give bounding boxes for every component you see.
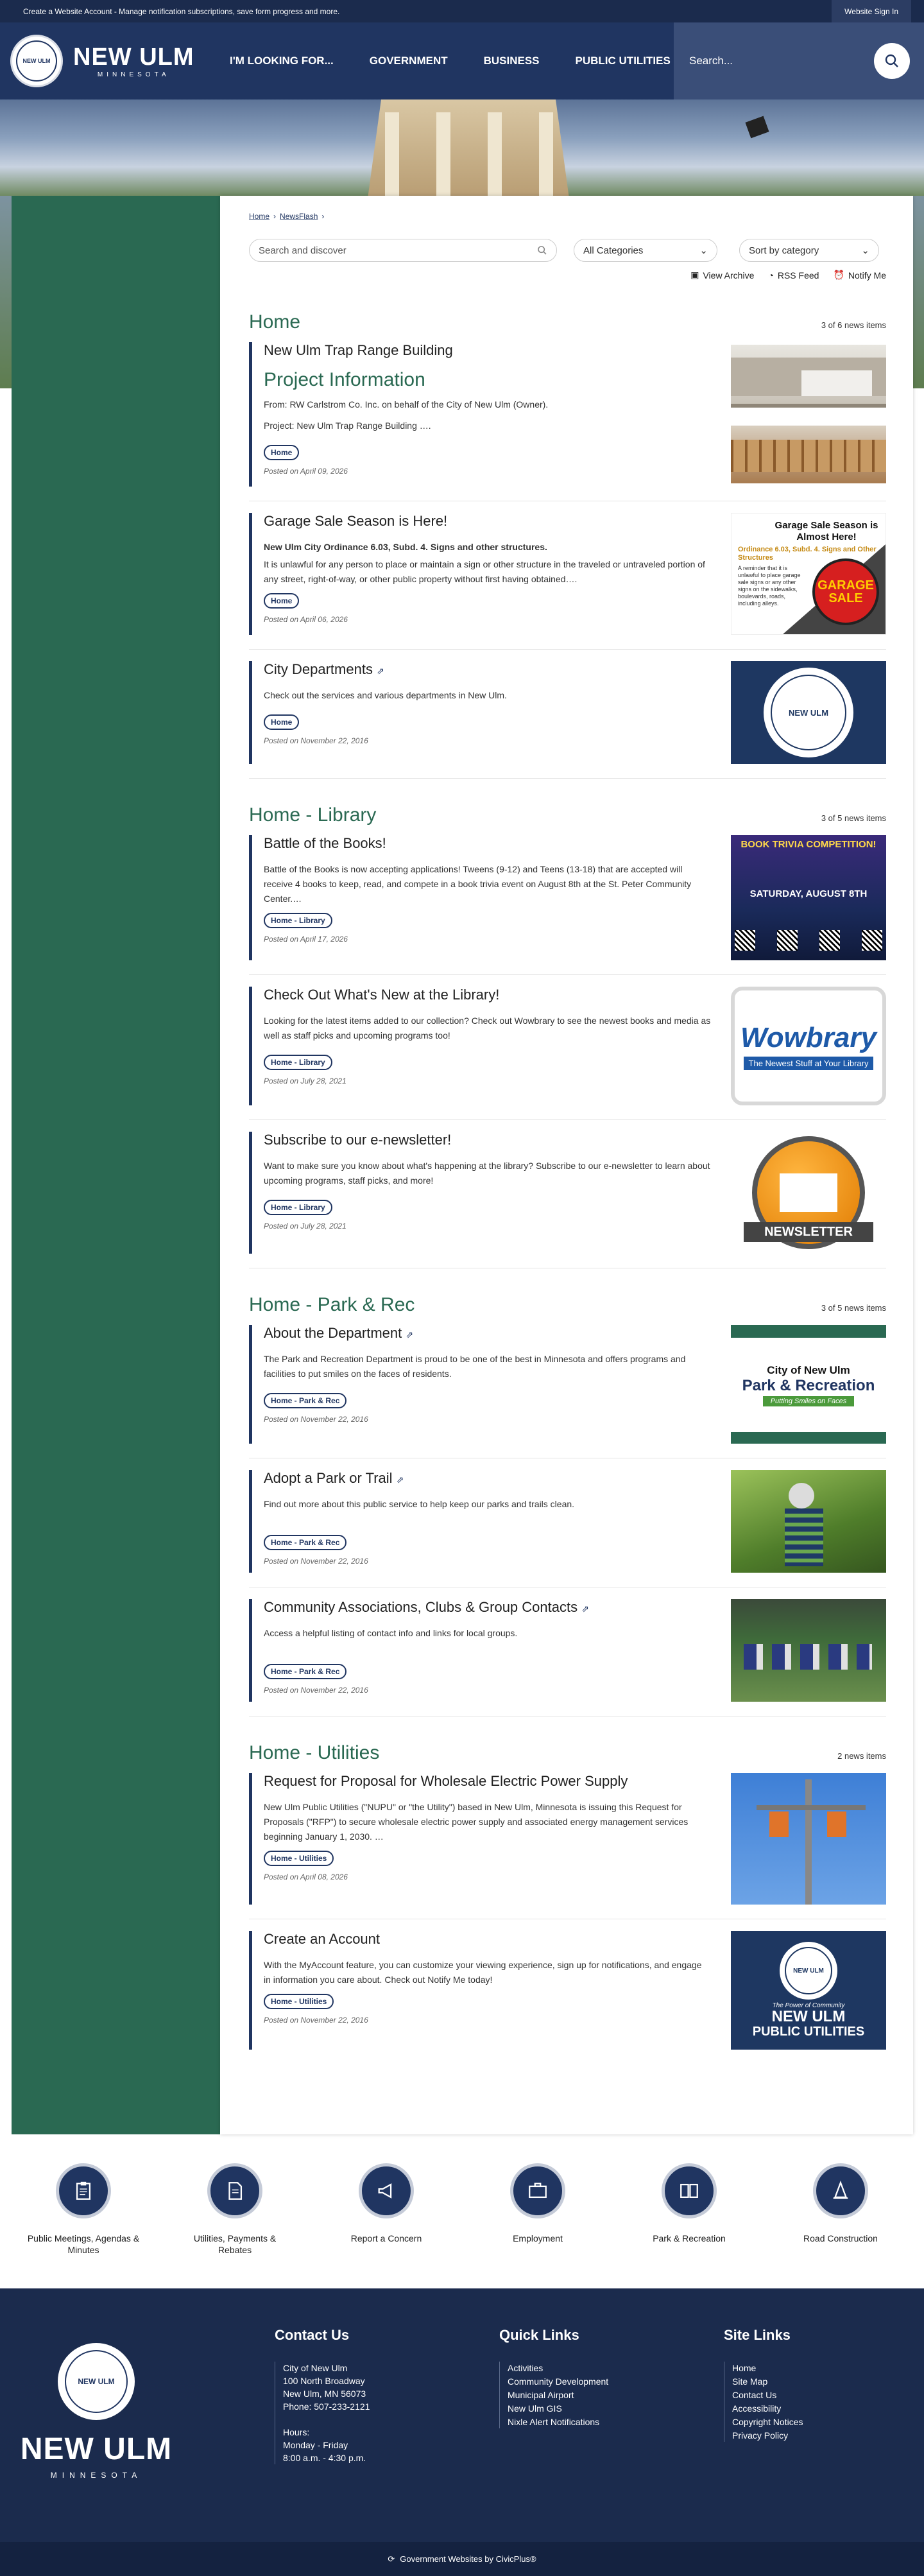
news-text: The Park and Recreation Department is proud to be one of the best in Minnesota and offers programs and facilities to put smiles on the faces of residents.	[264, 1354, 686, 1379]
news-text: With the MyAccount feature, you can customize your viewing experience, sign up for notifications, and engage in information you care about. Check out Notify Me today!	[264, 1960, 702, 1985]
lamp-image	[745, 116, 769, 139]
quick-link-label: Public Meetings, Agendas & Minutes	[27, 2233, 140, 2255]
quick-link-label: Road Construction	[803, 2233, 878, 2243]
wowbrary-tagline: The Newest Stuff at Your Library	[744, 1057, 874, 1070]
trivia-title: BOOK TRIVIA COMPETITION!	[740, 839, 877, 850]
quick-link-road[interactable]	[765, 2163, 916, 2285]
quick-link-concern[interactable]	[311, 2163, 462, 2285]
hours-line: 8:00 a.m. - 4:30 p.m.	[283, 2453, 366, 2463]
news-title[interactable]: Garage Sale Season is Here!	[264, 513, 448, 529]
clipboard-icon	[73, 2180, 94, 2202]
quick-link-employment[interactable]	[462, 2163, 613, 2285]
trivia-date: SATURDAY, AUGUST 8TH	[749, 888, 868, 899]
footer-logo[interactable]	[13, 2343, 180, 2480]
top-utility-bar	[0, 0, 924, 22]
news-item	[249, 1919, 886, 2064]
footer-link[interactable]: Nixle Alert Notifications	[508, 2417, 600, 2427]
quick-links-title: Quick Links	[499, 2327, 579, 2343]
main-content	[220, 196, 913, 2134]
sign-in-button[interactable]: Website Sign In	[832, 0, 911, 22]
chevron-down-icon: ⌄	[699, 245, 708, 256]
category-tag[interactable]: Home - Library	[264, 1055, 332, 1070]
breadcrumb-home[interactable]: Home	[249, 212, 270, 221]
quick-link-label: Report a Concern	[350, 2233, 422, 2243]
quick-link-park[interactable]	[613, 2163, 765, 2285]
megaphone-icon	[375, 2180, 397, 2202]
post-date: Posted on November 22, 2016	[264, 736, 368, 745]
book-icon	[678, 2180, 700, 2202]
notify-me-link[interactable]: ⏰ Notify Me	[833, 270, 886, 281]
hours-line: Monday - Friday	[283, 2440, 348, 2450]
park-city: City of New Ulm	[767, 1363, 850, 1376]
book-trivia-image[interactable]	[731, 835, 886, 960]
briefcase-icon	[527, 2180, 549, 2202]
news-item	[249, 501, 886, 650]
site-links-title: Site Links	[724, 2327, 791, 2343]
news-text: From: RW Carlstrom Co. Inc. on behalf of the City of New Ulm (Owner).	[264, 399, 549, 410]
footer-link[interactable]: Accessibility	[732, 2403, 782, 2414]
quick-links-bar	[0, 2163, 924, 2285]
section-library	[249, 804, 886, 826]
footer-link[interactable]: Site Map	[732, 2376, 768, 2387]
cone-icon	[830, 2180, 851, 2202]
news-filters	[249, 239, 886, 262]
powered-by-bar	[0, 2542, 924, 2576]
news-text: New Ulm Public Utilities ("NUPU" or "the Utility") based in New Ulm, Minnesota is issuing this Request for Proposals ("RFP") to secure wholesale electric power supply and associated energy management services beginning January 1, 2030. …	[264, 1802, 689, 1842]
category-tag[interactable]: Home - Park & Rec	[264, 1393, 346, 1408]
news-title[interactable]: Request for Proposal for Wholesale Electric Power Supply	[264, 1773, 628, 1789]
column-image	[385, 112, 399, 196]
site-footer	[0, 2288, 924, 2542]
section-title[interactable]: Home - Library	[249, 804, 377, 826]
contact-line: 100 North Broadway	[283, 2376, 365, 2386]
post-date: Posted on April 09, 2026	[264, 467, 348, 476]
trap-range-image[interactable]	[731, 342, 886, 487]
breadcrumb: Home › NewsFlash ›	[249, 212, 325, 221]
site-header	[0, 22, 924, 99]
logo-name: NEW ULM	[73, 43, 194, 71]
news-item	[249, 1316, 886, 1458]
news-title[interactable]: City Departments ⇗	[264, 661, 384, 677]
news-text: New Ulm City Ordinance 6.03, Subd. 4. Signs and other structures.	[264, 542, 547, 552]
footer-link[interactable]: Copyright Notices	[732, 2417, 803, 2427]
category-tag[interactable]: Home	[264, 445, 299, 460]
hero-banner	[0, 99, 924, 196]
footer-link[interactable]: Activities	[508, 2363, 543, 2373]
document-icon	[224, 2180, 246, 2202]
news-title[interactable]: Check Out What's New at the Library!	[264, 987, 500, 1003]
news-tools	[249, 270, 886, 281]
external-link-icon: ⇗	[581, 1604, 589, 1614]
quick-link-label: Utilities, Payments & Rebates	[193, 2233, 277, 2255]
post-date: Posted on November 22, 2016	[264, 1557, 368, 1566]
park-rec-logo-image[interactable]	[731, 1325, 886, 1444]
post-date: Posted on November 22, 2016	[264, 2016, 368, 2025]
site-search-input[interactable]: Search...	[689, 55, 733, 67]
post-date: Posted on April 06, 2026	[264, 615, 348, 624]
sort-select[interactable]: Sort by category ⌄	[739, 239, 879, 262]
news-item	[249, 1764, 886, 1919]
left-green-panel	[12, 196, 220, 2134]
quick-link-meetings[interactable]	[8, 2163, 159, 2285]
news-title[interactable]: Adopt a Park or Trail ⇗	[264, 1470, 404, 1486]
post-date: Posted on July 28, 2021	[264, 1076, 346, 1085]
contact-line: New Ulm, MN 56073	[283, 2389, 366, 2399]
external-link-icon: ⇗	[396, 1474, 404, 1485]
garage-title: Garage Sale Season is Almost Here!	[774, 520, 878, 542]
nav-looking-for[interactable]: I'M LOOKING FOR...	[230, 55, 334, 67]
news-title[interactable]: About the Department ⇗	[264, 1325, 414, 1341]
category-tag[interactable]: Home - Park & Rec	[264, 1664, 346, 1679]
category-tag[interactable]: Home - Library	[264, 913, 332, 928]
footer-link[interactable]: Municipal Airport	[508, 2390, 574, 2400]
category-tag[interactable]: Home - Utilities	[264, 1851, 334, 1866]
post-date: Posted on November 22, 2016	[264, 1686, 368, 1695]
news-text: Access a helpful listing of contact info and links for local groups.	[264, 1628, 518, 1638]
rss-icon: ◔	[768, 270, 774, 281]
section-title[interactable]: Home - Utilities	[249, 1742, 380, 1763]
external-link-icon: ⇗	[406, 1329, 414, 1340]
quick-links-column	[499, 2327, 608, 2429]
footer-link[interactable]: New Ulm GIS	[508, 2403, 562, 2414]
nav-public-utilities[interactable]: PUBLIC UTILITIES	[575, 55, 671, 67]
category-tag[interactable]: Home - Park & Rec	[264, 1535, 346, 1550]
contact-title: Contact Us	[275, 2327, 350, 2343]
category-tag[interactable]: Home	[264, 714, 299, 730]
newsletter-image[interactable]	[731, 1132, 886, 1254]
search-icon[interactable]	[537, 245, 547, 255]
news-item	[249, 333, 886, 501]
site-links-column	[724, 2327, 803, 2442]
external-link-icon: ⇗	[377, 666, 384, 676]
footer-link[interactable]: Contact Us	[732, 2390, 777, 2400]
archive-icon: ▣	[690, 270, 699, 280]
power-line-photo[interactable]	[731, 1773, 886, 1905]
qr-codes	[735, 930, 882, 951]
category-tag[interactable]: Home	[264, 593, 299, 609]
garage-ordinance: Ordinance 6.03, Subd. 4. Signs and Other Structures	[738, 546, 877, 562]
contact-column	[275, 2327, 370, 2464]
footer-logo-state: MINNESOTA	[50, 2471, 142, 2480]
nupu-name: NEW ULM	[771, 2008, 846, 2025]
section-count: 3 of 5 news items	[821, 813, 886, 823]
chevron-down-icon: ⌄	[861, 245, 869, 256]
powered-by-link[interactable]: Government Websites by CivicPlus®	[400, 2554, 536, 2564]
city-seal-image[interactable]	[731, 661, 886, 764]
nupu-sub: PUBLIC UTILITIES	[752, 2025, 865, 2039]
news-text: Want to make sure you know about what's happening at the library? Subscribe to our e-newsletter to learn about upcoming programs, staff picks, and more!	[264, 1161, 710, 1186]
column-image	[488, 112, 502, 196]
column-image	[539, 112, 553, 196]
section-count: 3 of 5 news items	[821, 1303, 886, 1313]
search-button[interactable]	[874, 43, 910, 79]
footer-link[interactable]: Community Development	[508, 2376, 609, 2387]
yoga-group-photo[interactable]	[731, 1599, 886, 1702]
news-item	[249, 1458, 886, 1587]
garage-sale-image[interactable]	[731, 513, 886, 635]
section-count: 3 of 6 news items	[821, 320, 886, 330]
news-title[interactable]: Subscribe to our e-newsletter!	[264, 1132, 452, 1148]
news-title[interactable]: Battle of the Books!	[264, 835, 386, 851]
garage-reminder: A reminder that it is unlawful to place garage sale signs or any other signs on the sidewalks, boulevards, roads, including alleys.	[738, 565, 801, 607]
park-name: Park & Recreation	[742, 1376, 875, 1394]
park-tagline: Putting Smiles on Faces	[763, 1396, 855, 1406]
child-park-photo[interactable]	[731, 1470, 886, 1573]
news-title[interactable]: New Ulm Trap Range Building	[264, 342, 453, 358]
news-search-input[interactable]: Search and discover	[249, 239, 557, 262]
news-text: Project: New Ulm Trap Range Building ….	[264, 420, 431, 431]
news-item	[249, 650, 886, 779]
footer-link[interactable]: Privacy Policy	[732, 2430, 789, 2441]
site-search[interactable]	[674, 22, 924, 99]
site-logo[interactable]	[10, 35, 203, 87]
create-account-link[interactable]: Create a Website Account - Manage notification subscriptions, save form progress and more.	[23, 6, 340, 16]
logo-state: MINNESOTA	[97, 71, 170, 78]
search-icon	[884, 53, 900, 69]
city-seal-icon: NEW ULM	[10, 35, 63, 87]
news-title[interactable]: Community Associations, Clubs & Group Contacts ⇗	[264, 1599, 589, 1615]
main-nav	[212, 22, 689, 99]
civicplus-icon: ⟳	[388, 2554, 395, 2564]
nav-government[interactable]: GOVERNMENT	[369, 55, 448, 67]
news-text: Looking for the latest items added to our collection? Check out Wowbrary to see the newest books and media as well as staff picks and upcoming programs too!	[264, 1016, 711, 1041]
quick-link-utilities[interactable]	[159, 2163, 311, 2285]
news-subtitle: Project Information	[264, 369, 425, 390]
nav-business[interactable]: BUSINESS	[483, 55, 540, 67]
section-title[interactable]: Home	[249, 311, 301, 333]
news-text: Find out more about this public service to help keep our parks and trails clean.	[264, 1499, 575, 1509]
news-item	[249, 826, 886, 975]
news-title[interactable]: Create an Account	[264, 1931, 381, 1947]
rss-feed-link[interactable]: ◔ RSS Feed	[768, 270, 819, 281]
news-text: Battle of the Books is now accepting applications! Tweens (9-12) and Teens (13-18) that are accepted will receive 4 books to keep, read, and compete in a book trivia event on August 8th at the St. Peter Community Center.…	[264, 864, 692, 904]
post-date: Posted on November 22, 2016	[264, 1415, 368, 1424]
category-tag[interactable]: Home - Utilities	[264, 1994, 334, 2009]
post-date: Posted on April 08, 2026	[264, 1872, 348, 1881]
seal-icon: NEW ULM	[780, 1942, 837, 2000]
breadcrumb-newsflash[interactable]: NewsFlash	[280, 212, 318, 221]
seal-icon: NEW ULM	[764, 668, 853, 757]
city-seal-icon: NEW ULM	[58, 2343, 135, 2420]
nupu-logo-image[interactable]	[731, 1931, 886, 2050]
footer-logo-name: NEW ULM	[20, 2432, 173, 2466]
post-date: Posted on April 17, 2026	[264, 935, 348, 944]
news-text: Check out the services and various departments in New Ulm.	[264, 690, 507, 700]
newsletter-banner: NEWSLETTER	[744, 1222, 873, 1242]
contact-line: City of New Ulm	[283, 2363, 348, 2373]
news-item	[249, 975, 886, 1120]
garage-sale-badge: GARAGE SALE	[812, 558, 879, 625]
alarm-icon: ⏰	[833, 270, 844, 280]
category-select[interactable]: All Categories ⌄	[574, 239, 717, 262]
quick-link-label: Park & Recreation	[653, 2233, 726, 2243]
section-title[interactable]: Home - Park & Rec	[249, 1294, 415, 1315]
quick-link-label: Employment	[513, 2233, 563, 2243]
news-item	[249, 1587, 886, 1716]
view-archive-link[interactable]: ▣ View Archive	[690, 270, 755, 281]
wowbrary-image[interactable]	[731, 987, 886, 1105]
news-item	[249, 1120, 886, 1268]
nupu-script: The Power of Community	[772, 2002, 845, 2009]
news-text: It is unlawful for any person to place or maintain a sign or other structure in the traveled or untraveled portion of any street, right-of-way, or other public property without first having obtained….	[264, 559, 705, 584]
wowbrary-logo: Wowbrary	[740, 1022, 877, 1053]
section-park-rec	[249, 1294, 886, 1316]
column-image	[436, 112, 450, 196]
footer-link[interactable]: Home	[732, 2363, 757, 2373]
hours-line: Hours:	[283, 2427, 310, 2437]
section-count: 2 news items	[837, 1751, 886, 1761]
contact-line: Phone: 507-233-2121	[283, 2401, 370, 2412]
section-home	[249, 311, 886, 333]
section-utilities	[249, 1742, 886, 1764]
post-date: Posted on July 28, 2021	[264, 1222, 346, 1231]
category-tag[interactable]: Home - Library	[264, 1200, 332, 1215]
